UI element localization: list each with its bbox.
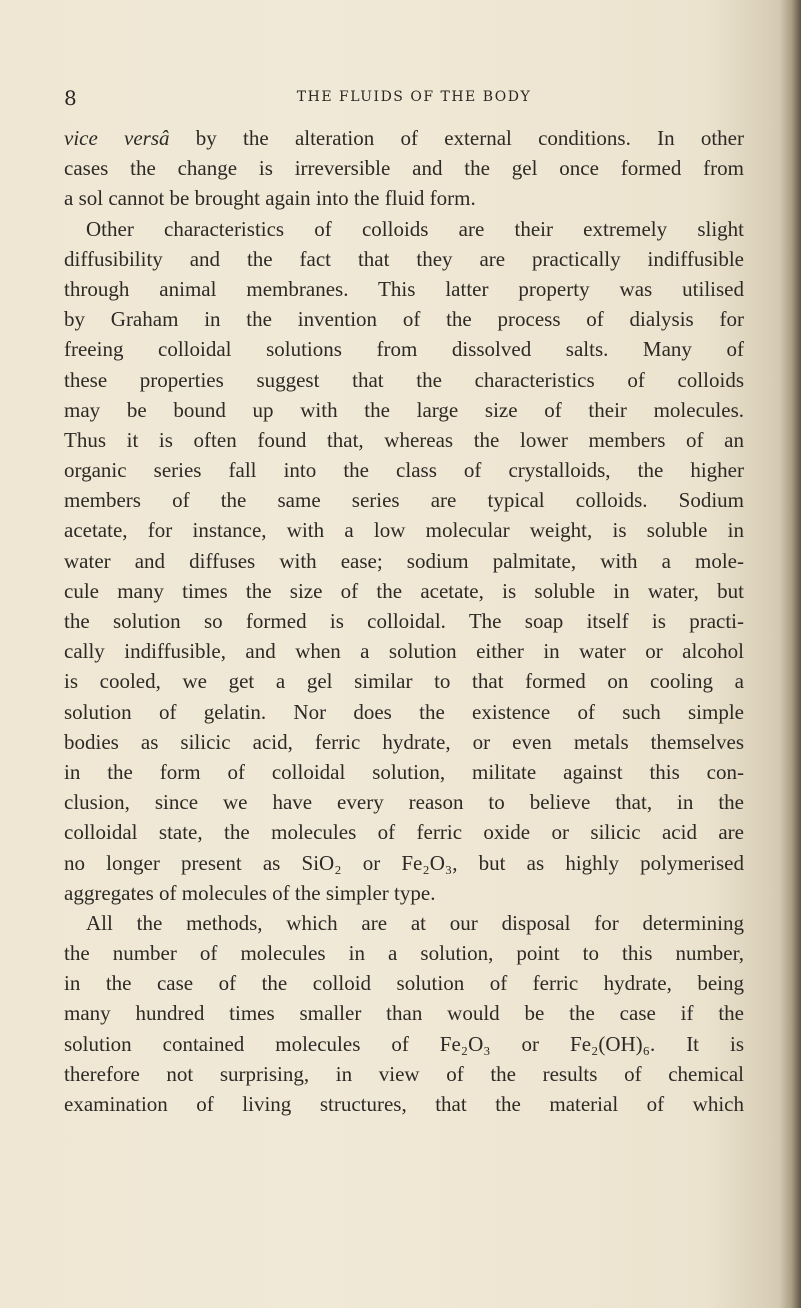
running-title: THE FLUIDS OF THE BODY — [296, 89, 532, 105]
paragraph-first-line: Other characteristics of colloids are their extremely slight — [86, 216, 744, 241]
text-line: colloidal state, the molecules of ferric oxide or silicic acid are — [64, 820, 744, 845]
page-number: 8 — [64, 86, 78, 110]
body-text — [64, 123, 744, 1119]
text-line: in the form of colloidal solution, militate against this con- — [64, 759, 744, 784]
text-line: a sol cannot be brought again into the fluid form. — [64, 186, 476, 211]
text-line: vice versâ by the alteration of external conditions. In other — [64, 126, 744, 150]
text-line: bodies as silicic acid, ferric hydrate, or even metals themselves — [64, 729, 744, 754]
text-line: through animal membranes. This latter property was utilised — [64, 276, 744, 301]
text-line: therefore not surprising, in view of the results of chemical — [64, 1061, 744, 1086]
text-line: freeing colloidal solutions from dissolved salts. Many of — [64, 337, 744, 362]
text-line: cally indiffusible, and when a solution either in water or alcohol — [64, 639, 744, 664]
text-line: no longer present as SiO₂ or Fe₂O₃, but as highly polymerised — [64, 850, 744, 875]
text-line: these properties suggest that the characteristics of colloids — [64, 367, 744, 392]
text-line: cule many times the size of the acetate, is soluble in water, but — [64, 578, 744, 603]
text-line: Thus it is often found that, whereas the lower members of an — [64, 427, 744, 452]
text-line: organic series fall into the class of crystalloids, the higher — [64, 458, 744, 483]
page-edge-shadow — [779, 0, 801, 1308]
text-line: aggregates of molecules of the simpler type. — [64, 880, 436, 905]
text-line: acetate, for instance, with a low molecular weight, is soluble in — [64, 518, 744, 543]
text-line: clusion, since we have every reason to believe that, in the — [64, 790, 744, 815]
text-line: members of the same series are typical colloids. Sodium — [64, 488, 744, 513]
text-line: is cooled, we get a gel similar to that formed on cooling a — [64, 669, 744, 694]
italic-phrase: vice versâ — [64, 126, 170, 150]
text-line: water and diffuses with ease; sodium palmitate, with a mole- — [64, 548, 744, 573]
paragraph-first-line: All the methods, which are at our disposal for determining — [86, 910, 744, 935]
text-line: by Graham in the invention of the process of dialysis for — [64, 307, 744, 332]
text-line: in the case of the colloid solution of ferric hydrate, being — [64, 971, 744, 996]
text-line: many hundred times smaller than would be the case if the — [64, 1001, 744, 1026]
text-line: solution of gelatin. Nor does the existence of such simple — [64, 699, 744, 724]
text-line: solution contained molecules of Fe₂O₃ or Fe₂(OH)₆. It is — [64, 1031, 744, 1056]
text-line: cases the change is irreversible and the gel once formed from — [64, 156, 744, 181]
text-line: may be bound up with the large size of their molecules. — [64, 397, 744, 422]
text-line: the number of molecules in a solution, point to this number, — [64, 941, 744, 966]
text-line: examination of living structures, that the material of which — [64, 1092, 744, 1116]
page-header — [64, 86, 744, 108]
text-line: diffusibility and the fact that they are practically indiffusible — [64, 246, 744, 271]
text-line: the solution so formed is colloidal. The soap itself is practi- — [64, 609, 744, 633]
